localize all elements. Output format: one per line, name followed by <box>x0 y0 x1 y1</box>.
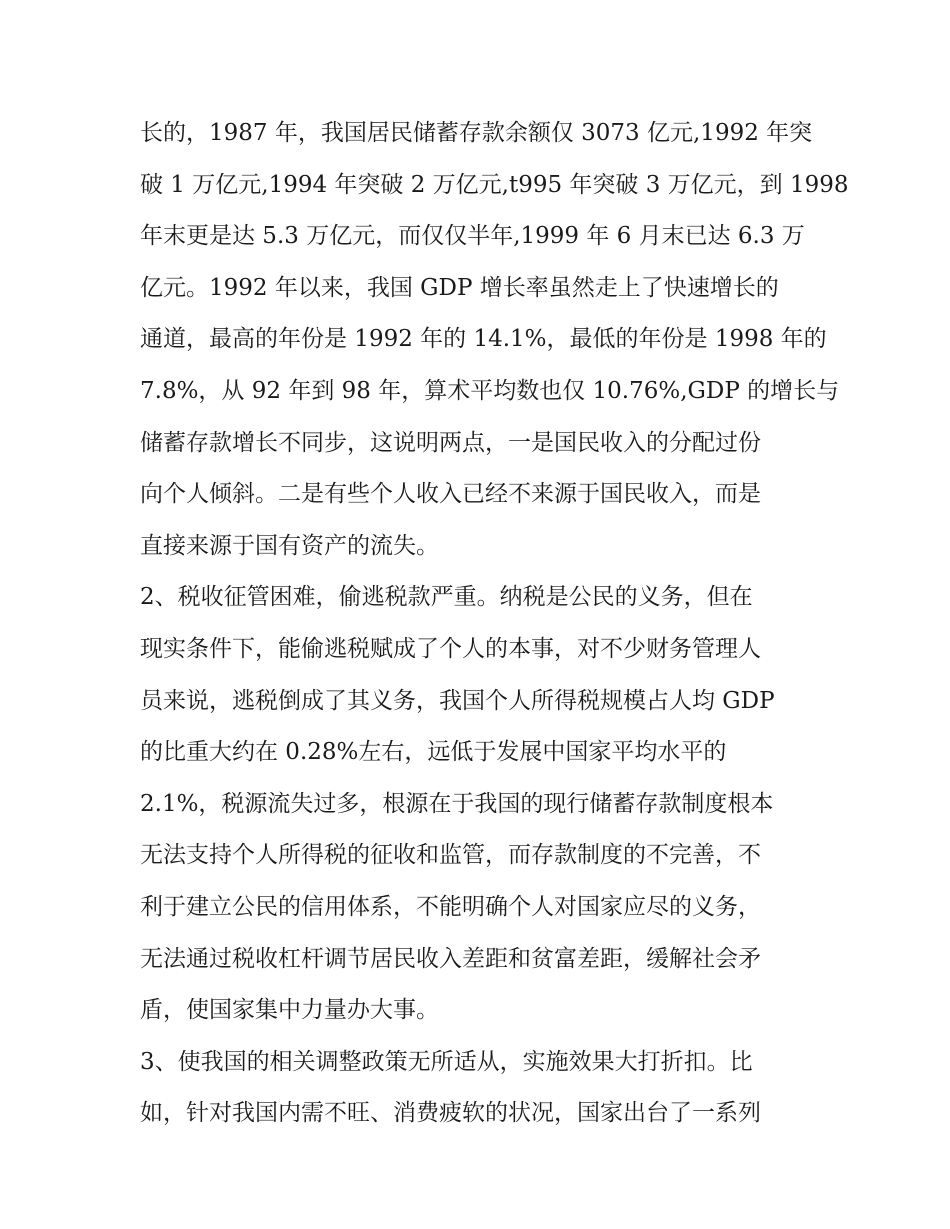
text-line: 亿元。1992 年以来，我国 GDP 增长率虽然走上了快速增长的 <box>140 274 779 301</box>
text-line: 长的，1987 年，我国居民储蓄存款余额仅 3073 亿元,1992 年突 <box>140 120 813 146</box>
text-line: 3、使我国的相关调整政策无所适从，实施效果大打折扣。比 <box>140 1048 753 1075</box>
document-body-text <box>140 108 849 1140</box>
text-line: 储蓄存款增长不同步，这说明两点，一是国民收入的分配过份 <box>140 429 761 456</box>
text-line: 向个人倾斜。二是有些个人收入已经不来源于国民收入，而是 <box>140 481 761 508</box>
text-line: 通道，最高的年份是 1992 年的 14.1%，最低的年份是 1998 年的 <box>140 326 827 353</box>
text-line: 年末更是达 5.3 万亿元，而仅仅半年,1999 年 6 月末已达 6.3 万 <box>140 223 805 250</box>
text-line: 利于建立公民的信用体系，不能明确个人对国家应尽的义务， <box>140 893 761 920</box>
text-line: 如，针对我国内需不旺、消费疲软的状况，国家出台了一系列 <box>140 1100 761 1127</box>
text-line: 的比重大约在 0.28%左右，远低于发展中国家平均水平的 <box>140 739 727 766</box>
text-line: 2、税收征管困难，偷逃税款严重。纳税是公民的义务，但在 <box>140 584 753 611</box>
text-line: 无法通过税收杠杆调节居民收入差距和贫富差距，缓解社会矛 <box>140 945 761 972</box>
text-line: 2.1%，税源流失过多，根源在于我国的现行储蓄存款制度根本 <box>140 790 774 817</box>
text-line: 员来说，逃税倒成了其义务，我国个人所得税规模占人均 GDP <box>140 687 775 714</box>
text-line: 无法支持个人所得税的征收和监管，而存款制度的不完善，不 <box>140 842 761 869</box>
text-line: 现实条件下，能偷逃税赋成了个人的本事，对不少财务管理人 <box>140 635 761 662</box>
text-line: 直接来源于国有资产的流失。 <box>140 532 439 559</box>
text-line: 破 1 万亿元,1994 年突破 2 万亿元,t995 年突破 3 万亿元，到 1998 <box>140 171 849 198</box>
text-line: 盾，使国家集中力量办大事。 <box>140 997 439 1024</box>
text-line: 7.8%，从 92 年到 98 年，算术平均数也仅 10.76%,GDP 的增长与 <box>140 377 840 404</box>
